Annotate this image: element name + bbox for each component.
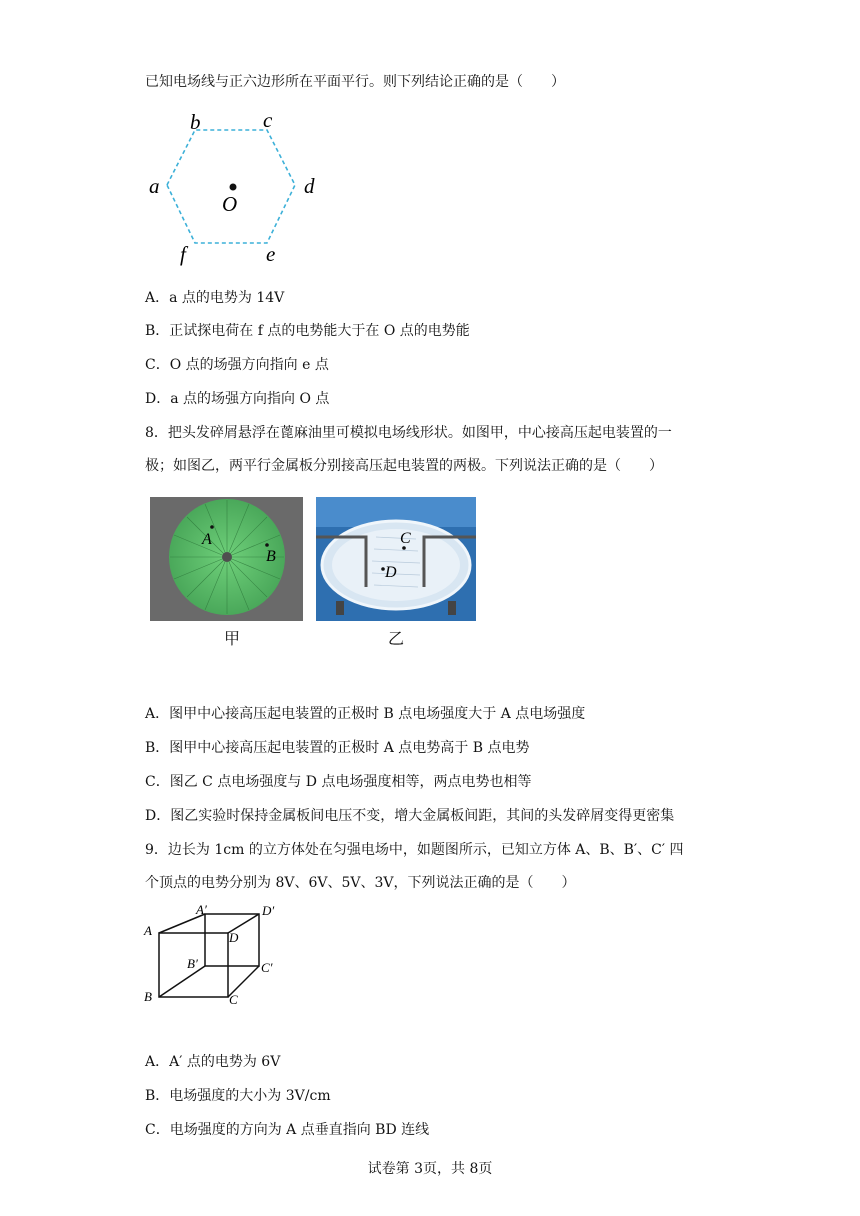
q8-option-b: B．图甲中心接高压起电装置的正极时 A 点电势高于 B 点电势 — [145, 740, 530, 756]
photo-jia-label-B: B — [266, 548, 276, 565]
page-footer: 试卷第 3页，共 8页 — [367, 1161, 493, 1177]
caption-yi: 乙 — [388, 629, 405, 648]
caption-jia: 甲 — [224, 629, 241, 648]
photo-jia — [150, 497, 303, 621]
cube-label-D1: D′ — [262, 903, 275, 918]
q9-stem-line1: 9．边长为 1cm 的立方体处在匀强电场中，如题图所示，已知立方体 A、B、B′、C′ 四 — [145, 842, 684, 858]
cube-label-D: D — [229, 930, 239, 945]
photo-yi — [316, 497, 476, 621]
q7-option-a: A．a 点的电势为 14V — [145, 290, 285, 306]
q7-option-c: C．O 点的场强方向指向 e 点 — [145, 357, 329, 373]
cube-label-A1: A′ — [196, 902, 207, 917]
hex-label-b: b — [190, 110, 201, 134]
cube-label-C1: C′ — [261, 960, 273, 975]
q9-option-b: B．电场强度的大小为 3V/cm — [145, 1088, 331, 1104]
q8-option-d: D．图乙实验时保持金属板间电压不变，增大金属板间距，其间的头发碎屑变得更密集 — [145, 808, 675, 824]
q7-option-d: D．a 点的场强方向指向 O 点 — [145, 391, 330, 407]
photo-yi-label-D: D — [385, 564, 397, 581]
q9-option-c: C．电场强度的方向为 A 点垂直指向 BD 连线 — [145, 1122, 430, 1138]
q8-option-c: C．图乙 C 点电场强度与 D 点电场强度相等，两点电势也相等 — [145, 774, 532, 790]
hexagon-figure — [140, 105, 340, 270]
photo-yi-label-C: C — [400, 530, 411, 547]
hex-label-f: f — [180, 242, 186, 266]
q7-option-b: B．正试探电荷在 f 点的电势能大于在 O 点的电势能 — [145, 323, 470, 339]
hex-label-e: e — [266, 242, 276, 266]
photo-jia-label-A: A — [202, 531, 212, 548]
cube-label-A: A — [144, 923, 152, 938]
hex-label-d: d — [304, 174, 315, 198]
cube-label-C: C — [229, 992, 238, 1007]
hex-label-c: c — [263, 108, 273, 132]
cube-label-B1: B′ — [187, 956, 198, 971]
q9-stem-line2: 个顶点的电势分别为 8V、6V、5V、3V，下列说法正确的是（ ） — [145, 875, 576, 891]
hex-label-O: O — [222, 192, 238, 216]
q8-option-a: A．图甲中心接高压起电装置的正极时 B 点电场强度大于 A 点电场强度 — [145, 706, 586, 722]
q7-stem: 已知电场线与正六边形所在平面平行。则下列结论正确的是（ ） — [145, 74, 565, 90]
cube-label-B: B — [144, 989, 152, 1004]
cube-figure — [140, 900, 290, 1010]
hex-label-a: a — [149, 174, 160, 198]
q8-stem-line2: 极；如图乙，两平行金属板分别接高压起电装置的两极。下列说法正确的是（ ） — [145, 458, 663, 474]
q8-stem-line1: 8．把头发碎屑悬浮在蓖麻油里可模拟电场线形状。如图甲，中心接高压起电装置的一 — [145, 425, 672, 441]
q9-option-a: A．A′ 点的电势为 6V — [145, 1054, 281, 1070]
